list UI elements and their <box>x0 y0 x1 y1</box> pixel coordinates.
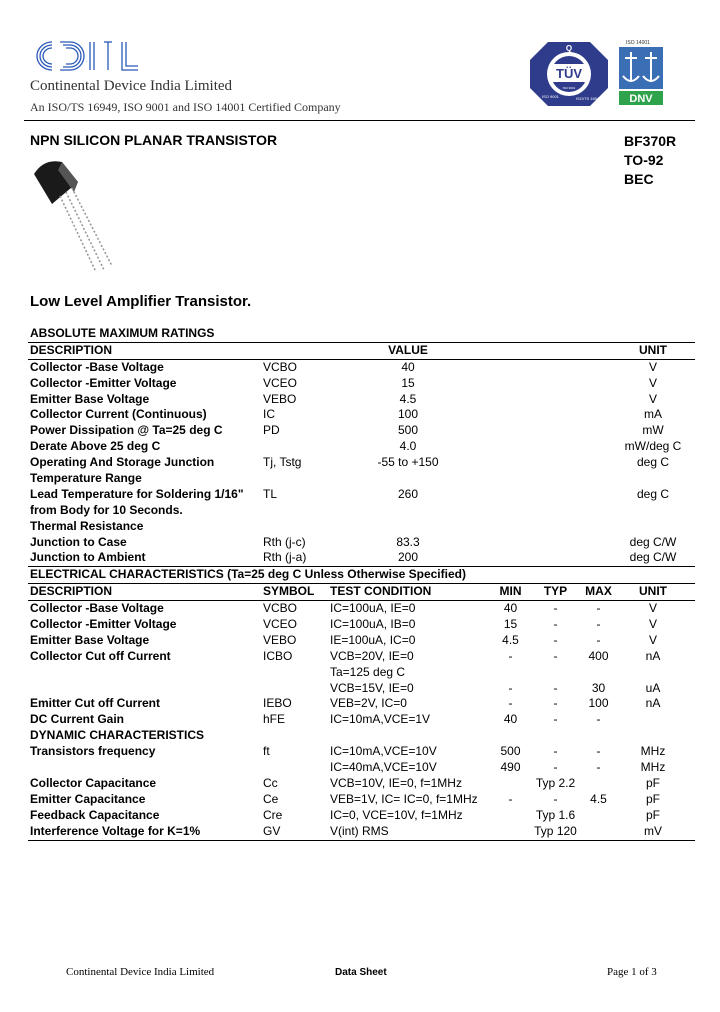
elec-typ: - <box>553 744 558 759</box>
abs_max-row <box>28 407 695 423</box>
elec-unit: nA <box>645 696 661 711</box>
elec-desc: Interference Voltage for K=1% <box>30 823 201 838</box>
abs_max-row <box>28 455 695 471</box>
elec-min: 490 <box>500 760 521 775</box>
abs-max-rows <box>28 360 695 567</box>
company-name: Continental Device India Limited <box>30 78 233 94</box>
svg-text:CDIL: CDIL <box>86 62 89 63</box>
abs_max-row <box>28 360 695 376</box>
elec-cond: IC=100uA, IB=0 <box>330 617 416 632</box>
svg-text:ISO 9001: ISO 9001 <box>562 86 576 90</box>
elec-cond: VCB=10V, IE=0, f=1MHz <box>330 775 462 790</box>
elec-min: 4.5 <box>502 632 519 647</box>
part-number: BF370R <box>624 133 677 149</box>
abs_max-sym: IC <box>263 407 275 422</box>
abs_max-unit: mW <box>642 423 664 438</box>
elec-title: ELECTRICAL CHARACTERISTICS (Ta=25 deg C Unless Otherwise Specified) <box>28 566 695 583</box>
elec-cond: IC=0, VCE=10V, f=1MHz <box>330 807 463 822</box>
elec-min: 15 <box>503 617 518 632</box>
elec-row <box>28 808 695 824</box>
footer-page: Page 1 of 3 <box>607 966 657 978</box>
abs_max-row <box>28 503 695 519</box>
elec-desc: Emitter Capacitance <box>30 791 146 806</box>
elec-sym: ft <box>263 744 270 759</box>
header-rule <box>24 120 695 121</box>
elec-min: - <box>508 680 513 695</box>
elec-typ: - <box>553 680 558 695</box>
elec-row <box>28 712 695 728</box>
elec-cond: VEB=2V, IC=0 <box>330 696 407 711</box>
certification-line: An ISO/TS 16949, ISO 9001 and ISO 14001 Certified Company <box>30 100 341 114</box>
to92-package-image <box>26 152 126 282</box>
elec-row <box>28 760 695 776</box>
elec-row <box>28 824 695 841</box>
elec-row <box>28 649 695 665</box>
abs_max-desc: Lead Temperature for Soldering 1/16" <box>30 486 244 501</box>
elec-typ: - <box>553 760 558 775</box>
abs_max-desc: from Body for 10 Seconds. <box>30 502 183 517</box>
elec-desc: Transistors frequency <box>30 744 156 759</box>
abs_max-row <box>28 535 695 551</box>
elec-cond: IC=100uA, IE=0 <box>330 601 416 616</box>
svg-text:ISO 14001: ISO 14001 <box>626 40 650 46</box>
elec-desc: DYNAMIC CHARACTERISTICS <box>30 728 204 743</box>
abs_max-desc: Collector -Emitter Voltage <box>30 375 177 390</box>
elec-desc: DC Current Gain <box>30 712 125 727</box>
abs_max-val: 4.5 <box>399 391 417 406</box>
svg-text:ISO/TS 16949: ISO/TS 16949 <box>576 96 602 101</box>
abs_max-row <box>28 376 695 392</box>
cdil-logo <box>30 36 142 76</box>
elec-max: 400 <box>588 648 609 663</box>
elec-unit: V <box>648 617 657 632</box>
abs_max-sym: Rth (j-c) <box>263 534 306 549</box>
elec-sym: VCEO <box>263 617 298 632</box>
abs_max-unit: V <box>648 359 657 374</box>
elec-row <box>28 696 695 712</box>
elec-typ: Typ 120 <box>534 823 577 838</box>
elec-desc: Feedback Capacitance <box>30 807 160 822</box>
elec-typ: Typ 1.6 <box>535 807 576 822</box>
abs_max-sym: Rth (j-a) <box>263 550 307 565</box>
elec-row <box>28 665 695 681</box>
elec-sym: hFE <box>263 712 286 727</box>
elec-cond: Ta=125 deg C <box>330 664 406 679</box>
elec-sym: Ce <box>263 791 279 806</box>
package-type: TO-92 <box>624 152 664 168</box>
elec-unit: V <box>648 632 657 647</box>
elec-row <box>28 792 695 808</box>
elec-typ: - <box>553 601 558 616</box>
abs_max-row <box>28 550 695 566</box>
abs_max-val: 4.0 <box>399 439 417 454</box>
elec-sym: VCBO <box>263 601 298 616</box>
elec-row <box>28 633 695 649</box>
abs_max-val: 15 <box>401 375 415 390</box>
elec-cond: IC=10mA,VCE=1V <box>330 712 431 727</box>
abs_max-unit: deg C <box>636 486 670 501</box>
abs_max-unit: deg C/W <box>629 550 677 565</box>
abs_max-desc: Collector -Base Voltage <box>30 359 164 374</box>
dnv-badge <box>614 38 666 108</box>
device-subtitle: Low Level Amplifier Transistor. <box>30 293 252 310</box>
elec-cond: IE=100uA, IC=0 <box>330 632 416 647</box>
elec-desc: Collector -Emitter Voltage <box>30 617 177 632</box>
abs_max-sym: VCEO <box>263 375 298 390</box>
elec-min: - <box>508 648 513 663</box>
abs_max-unit: mA <box>644 407 662 422</box>
svg-text:ISO 9001: ISO 9001 <box>542 94 559 99</box>
svg-text:TÜV: TÜV <box>556 66 582 81</box>
abs_max-sym: PD <box>263 423 280 438</box>
elec-desc: Collector Capacitance <box>30 775 157 790</box>
abs_max-desc: Emitter Base Voltage <box>30 391 150 406</box>
abs_max-sym: Tj, Tstg <box>263 455 302 470</box>
elec-header: DESCRIPTION SYMBOL TEST CONDITION MIN TYP MAX UNIT <box>28 583 695 601</box>
elec-sym: IEBO <box>263 696 292 711</box>
elec-cond: IC=10mA,VCE=10V <box>330 744 437 759</box>
elec-sym: Cre <box>263 807 283 822</box>
elec-max: - <box>596 744 601 759</box>
elec-row <box>28 601 695 617</box>
abs_max-desc: Thermal Resistance <box>30 518 144 533</box>
elec-min: - <box>508 791 513 806</box>
elec-max: 4.5 <box>590 791 607 806</box>
abs_max-desc: Junction to Ambient <box>30 550 146 565</box>
elec-typ: - <box>553 791 558 806</box>
abs-max-header: DESCRIPTION VALUE UNIT <box>28 342 695 360</box>
elec-desc: Collector -Base Voltage <box>30 601 164 616</box>
abs_max-row <box>28 519 695 535</box>
abs_max-row <box>28 439 695 455</box>
elec-desc: Emitter Base Voltage <box>30 632 150 647</box>
elec-max: - <box>596 712 601 727</box>
elec-min: 500 <box>500 744 521 759</box>
elec-unit: pF <box>645 775 660 790</box>
elec-cond: IC=40mA,VCE=10V <box>330 760 437 775</box>
elec-typ: - <box>553 617 558 632</box>
abs_max-desc: Junction to Case <box>30 534 127 549</box>
elec-row <box>28 776 695 792</box>
svg-text:DNV: DNV <box>629 93 653 105</box>
elec-desc: Emitter Cut off Current <box>30 696 160 711</box>
elec-row <box>28 681 695 697</box>
elec-cond: VCB=15V, IE=0 <box>330 680 414 695</box>
elec-max: - <box>596 632 601 647</box>
abs_max-unit: V <box>648 375 657 390</box>
svg-text:Q: Q <box>565 44 573 53</box>
elec-sym: ICBO <box>263 648 293 663</box>
abs_max-desc: Power Dissipation @ Ta=25 deg C <box>30 423 223 438</box>
elec-sym: VEBO <box>263 632 297 647</box>
abs_max-val: 500 <box>397 423 419 438</box>
elec-max: - <box>596 601 601 616</box>
elec-typ: - <box>553 696 558 711</box>
elec-max: 100 <box>588 696 609 711</box>
tuv-badge <box>528 40 610 108</box>
page-title: NPN SILICON PLANAR TRANSISTOR <box>30 132 278 148</box>
abs_max-val: 200 <box>397 550 419 565</box>
abs_max-sym: VCBO <box>263 359 298 374</box>
abs_max-unit: mW/deg C <box>624 439 682 454</box>
part-info <box>624 132 676 189</box>
elec-max: - <box>596 617 601 632</box>
abs_max-desc: Collector Current (Continuous) <box>30 407 207 422</box>
elec-rows <box>28 601 695 840</box>
elec-unit: MHz <box>640 744 666 759</box>
elec-min: 40 <box>503 712 518 727</box>
abs_max-desc: Temperature Range <box>30 471 142 486</box>
abs_max-desc: Derate Above 25 deg C <box>30 439 161 454</box>
abs_max-val: -55 to +150 <box>377 455 439 470</box>
elec-min: 40 <box>503 601 518 616</box>
abs_max-row <box>28 392 695 408</box>
elec-cond: V(int) RMS <box>330 823 389 838</box>
abs_max-sym: VEBO <box>263 391 297 406</box>
elec-unit: nA <box>645 648 661 663</box>
abs_max-val: 83.3 <box>396 534 420 549</box>
elec-cond: VEB=1V, IC= IC=0, f=1MHz <box>330 791 478 806</box>
footer-doctype: Data Sheet <box>335 967 387 978</box>
elec-unit: MHz <box>640 760 666 775</box>
abs_max-row <box>28 423 695 439</box>
elec-sym: GV <box>263 823 281 838</box>
footer-company: Continental Device India Limited <box>66 966 215 978</box>
elec-desc: Collector Cut off Current <box>30 648 171 663</box>
abs_max-sym: TL <box>263 486 278 501</box>
elec-typ: Typ 2.2 <box>535 775 576 790</box>
abs_max-unit: deg C/W <box>629 534 677 549</box>
elec-unit: mV <box>644 823 662 838</box>
abs_max-val: 260 <box>397 486 419 501</box>
abs_max-unit: deg C <box>636 455 670 470</box>
pinout: BEC <box>624 171 654 187</box>
elec-unit: uA <box>645 680 661 695</box>
elec-max: 30 <box>591 680 606 695</box>
elec-max: - <box>596 760 601 775</box>
elec-unit: pF <box>645 807 660 822</box>
abs_max-unit: V <box>648 391 657 406</box>
elec-unit: pF <box>645 791 660 806</box>
elec-min: - <box>508 696 513 711</box>
ratings-tables <box>28 326 695 841</box>
elec-row <box>28 617 695 633</box>
abs_max-val: 100 <box>397 407 419 422</box>
elec-typ: - <box>553 632 558 647</box>
elec-sym: Cc <box>263 775 278 790</box>
elec-typ: - <box>553 712 558 727</box>
elec-row <box>28 744 695 760</box>
elec-typ: - <box>553 648 558 663</box>
elec-cond: VCB=20V, IE=0 <box>330 648 414 663</box>
abs_max-row <box>28 471 695 487</box>
elec-unit: V <box>648 601 657 616</box>
abs_max-val: 40 <box>401 359 415 374</box>
abs_max-desc: Operating And Storage Junction <box>30 455 215 470</box>
abs-max-title: ABSOLUTE MAXIMUM RATINGS <box>30 326 215 340</box>
abs_max-row <box>28 487 695 503</box>
elec-row <box>28 728 695 744</box>
